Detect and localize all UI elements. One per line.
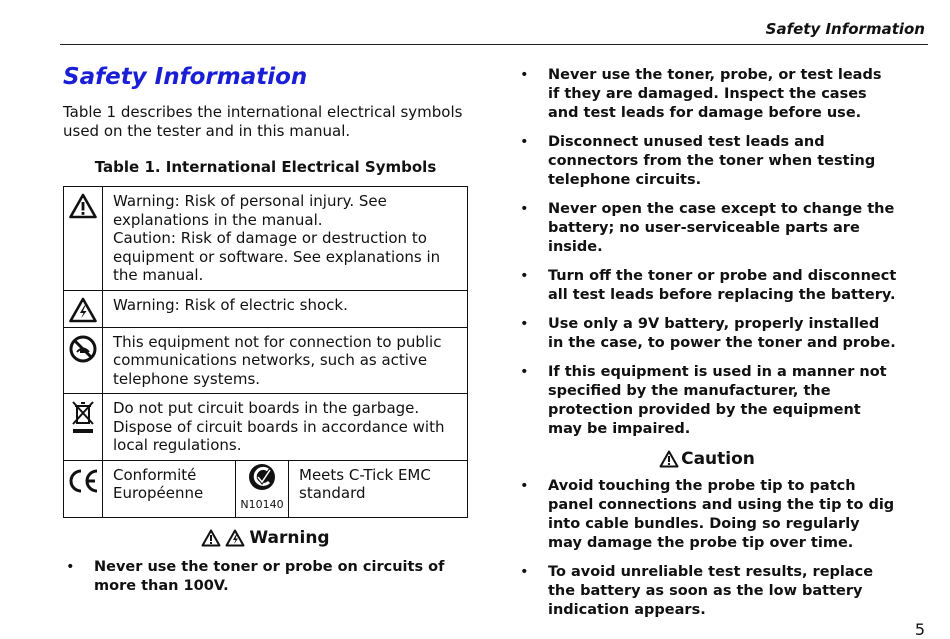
table-row [64,290,468,327]
caution-heading [517,449,897,469]
table-row [64,187,468,291]
bullet: • [520,201,529,217]
list-item: • If this equipment is used in a manner not specified by the manufacturer, the protection provided by the equipment may be impaired. [520,364,887,437]
bullet: • [66,558,75,575]
row-text-secondary: Caution: Risk of damage or destruction to equipment or software. See explanations in the manual. [113,229,441,284]
warning-heading [63,528,468,548]
table-row [64,460,468,517]
right-column [517,66,897,630]
table-row [64,394,468,461]
caution-label: Caution [681,449,755,469]
left-column [63,64,468,596]
bullet: • [520,316,529,332]
row-text: Do not put circuit boards in the garbage. Dispose of circuit boards in accordance with local regulations. [103,394,468,461]
bullet: • [520,67,529,83]
warning-triangle-icon [69,193,97,219]
caution-list [517,477,897,620]
warning-list [63,558,468,596]
page-title: Safety Information [63,64,308,90]
list-item: • Never use the toner or probe on circuits of more than 100V. [66,558,445,594]
list-item: • Disconnect unused test leads and connectors from the toner when testing telephone circuits. [520,134,876,188]
warning-label: Warning [249,527,330,548]
warning-list-continued [517,66,897,439]
c-tick-icon [248,463,276,491]
row-text: This equipment not for connection to public communications networks, such as active telephone systems. [103,327,468,394]
ce-mark-icon [66,467,100,495]
list-item: • Never use the toner, probe, or test leads if they are damaged. Inspect the cases and test leads for damage before use. [520,67,882,121]
caution-triangle-icon [659,450,679,468]
list-item: • Use only a 9V battery, properly installed in the case, to power the toner and probe. [520,316,896,351]
c-tick-number: N10140 [240,498,284,511]
bullet: • [520,268,529,284]
electric-shock-icon [69,297,97,323]
page-number: 5 [914,620,925,639]
ctick-text: Meets C-Tick EMC standard [289,460,468,517]
ce-text: Conformité Européenne [103,460,236,517]
running-header: Safety Information [765,20,925,38]
row-text: Warning: Risk of electric shock. [103,290,468,327]
header-rule [60,44,928,45]
bullet: • [520,478,529,494]
no-telecom-icon [68,334,98,364]
intro-paragraph: Table 1 describes the international electrical symbols used on the tester and in this manual. [63,103,463,140]
table-caption: Table 1. International Electrical Symbols [94,158,437,176]
list-item: • Avoid touching the probe tip to patch panel connections and using the tip to dig into cable bundles. Doing so regularly may damage the probe tip over time. [520,478,895,551]
crossed-bin-icon [70,400,96,436]
list-item: • Never open the case except to change the battery; no user-serviceable parts are inside. [520,201,895,255]
bullet: • [520,364,529,380]
bullet: • [520,564,529,580]
row-text: Warning: Risk of personal injury. See explanations in the manual. [113,192,387,229]
bullet: • [520,134,529,150]
electric-shock-icon [225,529,245,547]
symbols-table [63,186,468,518]
table-row [64,327,468,394]
list-item: • Turn off the toner or probe and disconnect all test leads before replacing the battery. [520,268,897,303]
list-item: • To avoid unreliable test results, replace the battery as soon as the low battery indication appears. [520,564,874,618]
warning-triangle-icon [201,529,221,547]
